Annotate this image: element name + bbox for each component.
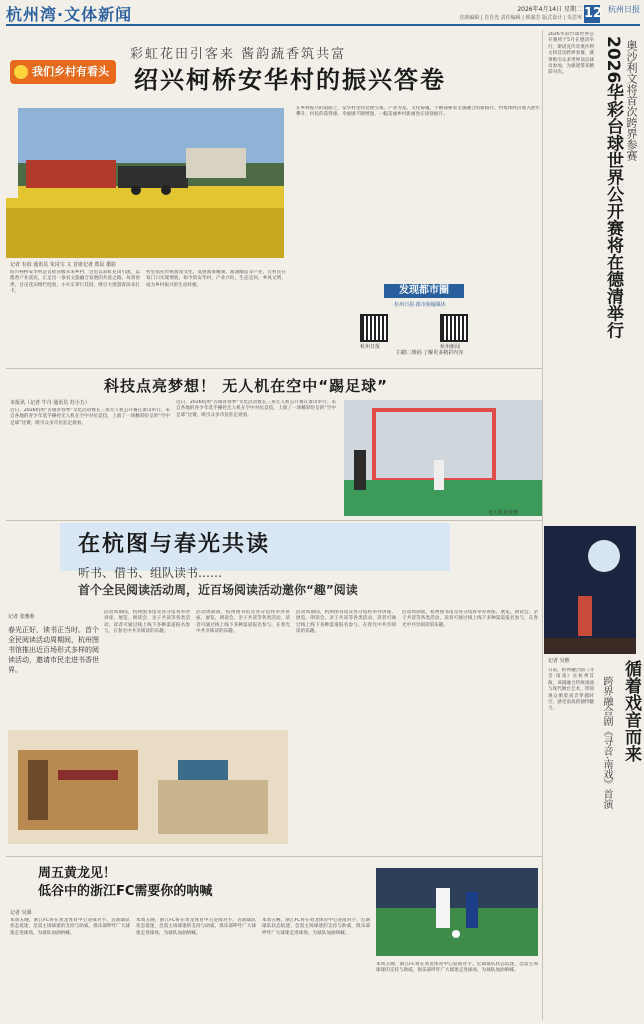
article1-body-right: 在乡村振兴的道路上，安华村坚持党建引领、产业为基、文化铸魂，不断探索农文旅融合的新路径。村集体经济收入逐年攀升，村民的获得感、幸福感不断增强，一幅美丽乡村新画卷正徐徐展开。 bbox=[296, 106, 540, 118]
photo-illustration bbox=[6, 108, 284, 258]
article1-body-left: 绍兴柯桥安华村是首批省级未来乡村，这里以彩虹花田引流，以酱香产业富民，正走出一条农文旅融合发展的共富之路。每到春季，百亩花田绚烂绽放，小火车穿行其间，吸引大批游客前来打卡。 bbox=[10, 270, 140, 295]
article1-byline: 记者 有蓓 通讯员 朱岗宝 文 首席记者 郑民 摄影 bbox=[10, 262, 117, 268]
article2-body-left: 近日，2026杭州“古镇青春季”文化活动暨长三角无人机公开赛在萧山举行。来自各地的青少年选手操控无人机在空中对抗竞技，上演了一场精彩纷呈的“空中足球”比赛，吸引众多市民驻足观看。 bbox=[10, 408, 170, 426]
flower-field-train-photo bbox=[6, 108, 284, 258]
article4-body-2: 本周五晚，浙江FC将在黄龙体育中心迎战对手。近期球队状态低迷，急需主场球迷的支持与助威，俱乐部呼吁广大球迷走进球场，为球队加油呐喊。 bbox=[136, 918, 256, 936]
right1-headline: 2026华彩台球世界公开赛将在德清举行 bbox=[603, 36, 623, 339]
football-match-photo bbox=[376, 868, 538, 956]
article1-kicker: 彩虹花田引客来 酱韵蔬香筑共富 bbox=[130, 47, 347, 62]
divider bbox=[6, 368, 542, 369]
promo-title: 发现都市圈 bbox=[384, 284, 464, 298]
right2-body: 日前，跨界融合剧《寻音·南戏》在杭州首演，该剧融合传统戏曲与现代舞台艺术，带领观众循着戏音穿越时空，感受南戏的独特魅力。 bbox=[548, 668, 594, 712]
page-number: 12 bbox=[584, 6, 603, 21]
article4-body-4: 本周五晚，浙江FC将在黄龙体育中心迎战对手。近期球队状态低迷，急需主场球迷的支持与助威，俱乐部呼吁广大球迷走进球场，为球队加油呐喊。 bbox=[376, 962, 538, 974]
issue-date: 2026年4月14日 星期二 bbox=[517, 6, 582, 13]
library-books-photo bbox=[8, 730, 288, 844]
divider bbox=[6, 520, 542, 521]
article3-body-4: 活动周期间，杭州图书馆及各分馆将举办讲座、展览、朗读会、亲子共读等各类活动，读者可通过线上线下多种渠道报名参与，在春光中共享阅读的乐趣。 bbox=[402, 610, 538, 628]
article3-deck: 首个全民阅读活动周，近百场阅读活动邀你“趣”阅读 bbox=[78, 583, 358, 597]
divider bbox=[6, 856, 542, 857]
promo-note: 扫描二维码 了解更多精彩内容 bbox=[396, 350, 464, 356]
article2-body-right: 近日，2026杭州“古镇青春季”文化活动暨长三角无人机公开赛在萧山举行。来自各地的青少年选手操控无人机在空中对抗竞技，上演了一场精彩纷呈的“空中足球”比赛，吸引众多市民驻足观看。 bbox=[176, 400, 336, 418]
article4-headline-2: 低谷中的浙江FC需要你的呐喊 bbox=[38, 884, 213, 899]
right2-headline: 循着戏音而来 bbox=[621, 660, 641, 762]
newspaper-logo: 杭州日报 bbox=[608, 5, 640, 14]
article4-body-3: 本周五晚，浙江FC将在黄龙体育中心迎战对手。近期球队状态低迷，急需主场球迷的支持与助威，俱乐部呼吁广大球迷走进球场，为球队加油呐喊。 bbox=[262, 918, 370, 936]
promo-subtitle: 杭州日报·都市圈融媒体 bbox=[394, 302, 446, 308]
article3-body-1: 活动周期间，杭州图书馆及各分馆将举办讲座、展览、朗读会、亲子共读等各类活动，读者可通过线上线下多种渠道报名参与，在春光中共享阅读的乐趣。 bbox=[104, 610, 190, 635]
article1-body-middle: 村里依托传统酱园文化，发展酱菜腌制、酱油酿造等产业，让村民在家门口实现增收。如今的安华村，产业兴旺、生态宜居、乡风文明，成为乡村振兴的生动样板。 bbox=[146, 270, 286, 288]
photo-illustration bbox=[344, 400, 542, 516]
photo-illustration bbox=[376, 868, 538, 956]
article3-byline: 记者 张雅莉 bbox=[8, 614, 35, 620]
article2-caption: 无人机足球赛 bbox=[488, 510, 519, 516]
section-badge bbox=[10, 60, 116, 84]
drone-soccer-photo bbox=[344, 400, 542, 516]
article3-body-2: 活动周期间，杭州图书馆及各分馆将举办讲座、展览、朗读会、亲子共读等各类活动，读者可通过线上线下多种渠道报名参与，在春光中共享阅读的乐趣。 bbox=[196, 610, 290, 635]
section-title: 杭州湾·文体新闻 bbox=[6, 5, 133, 24]
article4-headline-1: 周五黄龙见！ bbox=[38, 866, 117, 881]
staff-credits: 首席编辑 | 肖自光 责任编辑 | 韩谋芳 版式设计 | 朱思岑 bbox=[459, 15, 582, 21]
qr-label-2: 杭州新闻 bbox=[440, 344, 461, 350]
article2-headline: 科技点亮梦想！ 无人机在空中“踢足球” bbox=[104, 377, 388, 395]
right1-kicker: 奥沙利文将首次跨界参赛 bbox=[625, 40, 638, 161]
qr-code[interactable] bbox=[360, 314, 388, 342]
article4-byline: 记者 吴源 bbox=[10, 910, 32, 916]
photo-illustration bbox=[544, 526, 636, 654]
article1-headline: 绍兴柯桥安华村的振兴答卷 bbox=[134, 66, 446, 94]
article4-body-1: 本周五晚，浙江FC将在黄龙体育中心迎战对手。近期球队状态低迷，急需主场球迷的支持与助威，俱乐部呼吁广大球迷走进球场，为球队加油呐喊。 bbox=[10, 918, 130, 936]
photo-illustration bbox=[8, 730, 288, 844]
qr-code[interactable] bbox=[440, 314, 468, 342]
article3-headline: 在杭图与春光共读 bbox=[78, 532, 271, 557]
article3-lead: 春光正好，读书正当时。首个全民阅读活动周期间，杭州图书馆推出近百场形式多样的阅读活动，邀请市民走进书香世界。 bbox=[8, 626, 99, 674]
right1-body: 2026华彩台球世界公开赛将于5月在德清举行，斯诺克传奇奥沙利文将首次跨界参赛，赛事吸引众多世界顶尖球员参加，为球迷带来精彩对决。 bbox=[548, 32, 594, 76]
right2-byline: 记者 吴维 bbox=[548, 658, 570, 664]
qr-label-1: 杭州日报 bbox=[360, 344, 381, 350]
right2-kicker: 跨界融合剧《寻音·南戏》首演 bbox=[601, 676, 612, 810]
article3-subtitle: 听书、借书、组队读书…… bbox=[78, 566, 223, 580]
article2-byline: 本报讯（记者 牛丹 通讯员 苏小五） bbox=[10, 400, 90, 406]
sun-icon bbox=[14, 65, 28, 79]
badge-label: 我们乡村有看头 bbox=[32, 65, 109, 78]
column-divider bbox=[542, 30, 543, 1020]
article3-body-3: 活动周期间，杭州图书馆及各分馆将举办讲座、展览、朗读会、亲子共读等各类活动，读者可通过线上线下多种渠道报名参与，在春光中共享阅读的乐趣。 bbox=[296, 610, 396, 635]
page-header bbox=[6, 4, 640, 26]
opera-performance-photo bbox=[544, 526, 636, 654]
